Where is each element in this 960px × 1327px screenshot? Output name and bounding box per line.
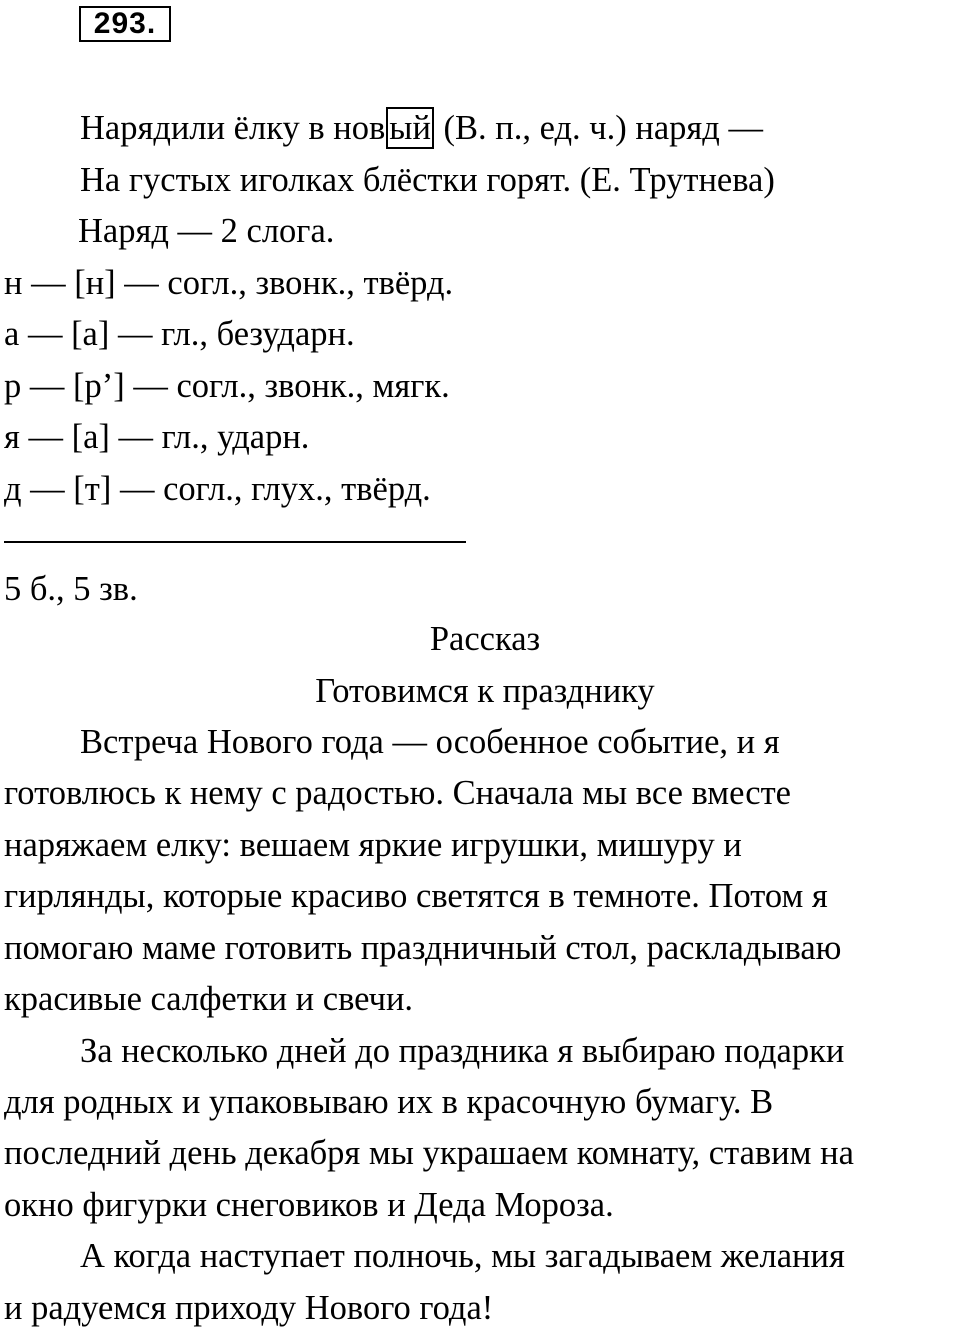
poem-line-1-start: Нарядили ёлку в нов — [80, 109, 386, 147]
divider-line — [4, 541, 466, 543]
story-line: красивые салфетки и свечи. — [4, 980, 414, 1018]
letters-sounds-summary: 5 б., 5 зв. — [4, 570, 138, 608]
story-line: гирлянды, которые красиво светятся в темноте. Потом я — [4, 877, 828, 915]
letter-analysis-row: н — [н] — согл., звонк., твёрд. — [4, 264, 454, 302]
word-ending-box: ый — [386, 107, 434, 149]
story-line: За несколько дней до праздника я выбираю подарки — [80, 1032, 845, 1070]
story-line: для родных и упаковываю их в красочную бумагу. В — [4, 1083, 774, 1121]
letter-analysis-row: я — [а] — гл., ударн. — [4, 418, 310, 456]
story-line: помогаю маме готовить праздничный стол, раскладываю — [4, 929, 842, 967]
poem-line-1-end: (В. п., ед. ч.) наряд — — [434, 109, 763, 147]
letter-analysis-row: р — [р’] — согл., звонк., мягк. — [4, 367, 450, 405]
story-line: Встреча Нового года — особенное событие, и я — [80, 723, 780, 761]
story-line: наряжаем елку: вешаем яркие игрушки, мишуру и — [4, 826, 742, 864]
story-line: окно фигурки снеговиков и Деда Мороза. — [4, 1186, 614, 1224]
letter-analysis-row: д — [т] — согл., глух., твёрд. — [4, 470, 431, 508]
story-genre: Рассказ — [429, 620, 541, 658]
task-number: 293. — [79, 6, 171, 42]
poem-line-1 — [80, 111, 763, 146]
syllable-count: Наряд — 2 слога. — [78, 212, 335, 250]
story-title: Готовимся к празднику — [315, 672, 655, 710]
story-line: А когда наступает полночь, мы загадываем желания — [80, 1237, 845, 1275]
story-line: готовлюсь к нему с радостью. Сначала мы все вместе — [4, 774, 791, 812]
poem-line-2: На густых иголках блёстки горят. (Е. Трутнева) — [80, 161, 775, 199]
letter-analysis-row: а — [а] — гл., безударн. — [4, 315, 355, 353]
story-line: и радуемся приходу Нового года! — [4, 1289, 494, 1327]
story-line: последний день декабря мы украшаем комнату, ставим на — [4, 1134, 854, 1172]
